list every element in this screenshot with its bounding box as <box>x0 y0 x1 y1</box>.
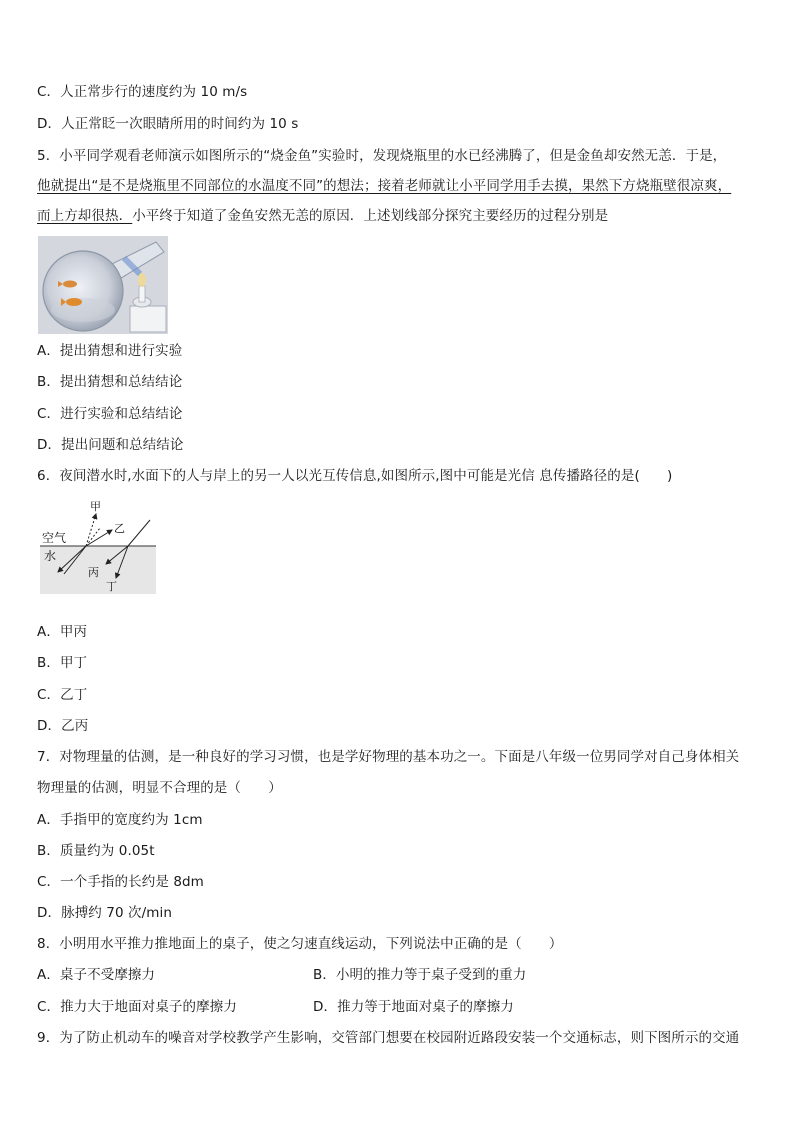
q9-stem-line1: 9．为了防止机动车的噪音对学校教学产生影响，交管部门想要在校园附近路段安装一个交通标志，则下图所示的交通 <box>37 1030 740 1046</box>
q6-option-a: A．甲丙 <box>37 624 88 640</box>
q5-stem-line3-rest: 小平终于知道了金鱼安然无恙的原因．上述划线部分探究主要经历的过程分别是 <box>132 208 609 224</box>
q6-option-d: D．乙丙 <box>37 718 89 734</box>
label-ding: 丁 <box>106 580 117 593</box>
q5-option-b: B．提出猜想和总结结论 <box>37 374 183 390</box>
q8-option-a: A．桌子不受摩擦力 <box>37 967 156 983</box>
q5-stem-line3 <box>37 206 608 226</box>
label-jia: 甲 <box>90 500 101 513</box>
q7-stem-line1: 7．对物理量的估测，是一种良好的学习习惯，也是学好物理的基本功之一。下面是八年级一位男同学对自己身体相关 <box>37 749 740 765</box>
goldfish-flask-photo <box>38 236 168 334</box>
q6-option-b: B．甲丁 <box>37 655 88 671</box>
q7-stem-line2: 物理量的估测，明显不合理的是（ ） <box>37 780 282 796</box>
q5-underlined-text: 而上方却很热． <box>37 208 133 224</box>
q8-stem: 8．小明用水平推力推地面上的桌子，使之匀速直线运动，下列说法中正确的是（ ） <box>37 936 563 952</box>
label-air: 空气 <box>42 531 67 545</box>
label-water: 水 <box>44 549 57 563</box>
q8-option-c: C．推力大于地面对桌子的摩擦力 <box>37 999 237 1015</box>
q4-option-c: C．人正常步行的速度约为 10 m/s <box>37 84 248 100</box>
q7-option-d: D．脉搏约 70 次/min <box>37 905 173 921</box>
q8-option-b: B．小明的推力等于桌子受到的重力 <box>313 967 527 983</box>
refraction-diagram <box>38 496 158 596</box>
q8-option-d: D．推力等于地面对桌子的摩擦力 <box>313 999 514 1015</box>
q5-stem-line1: 5．小平同学观看老师演示如图所示的“烧金鱼”实验时，发现烧瓶里的水已经沸腾了，但是金鱼却安然无恙．于是， <box>37 148 727 164</box>
label-yi: 乙 <box>114 522 125 535</box>
q4-option-d: D．人正常眨一次眼睛所用的时间约为 10 s <box>37 116 299 132</box>
q7-option-c: C．一个手指的长约是 8dm <box>37 874 204 890</box>
q5-stem-line2: 他就提出“是不是烧瓶里不同部位的水温度不同”的想法；接着老师就让小平同学用手去摸，果然下方烧瓶壁很凉爽， <box>37 178 732 194</box>
q7-option-b: B．质量约为 0.05t <box>37 843 155 859</box>
q7-option-a: A．手指甲的宽度约为 1cm <box>37 812 203 828</box>
label-bing: 丙 <box>88 566 99 579</box>
q6-stem: 6．夜间潜水时,水面下的人与岸上的另一人以光互传信息,如图所示,图中可能是光信 息传播路径的是( ) <box>37 468 673 484</box>
q5-option-d: D．提出问题和总结结论 <box>37 437 184 453</box>
q5-option-c: C．进行实验和总结结论 <box>37 406 183 422</box>
q5-option-a: A．提出猜想和进行实验 <box>37 343 183 359</box>
q6-option-c: C．乙丁 <box>37 687 88 703</box>
